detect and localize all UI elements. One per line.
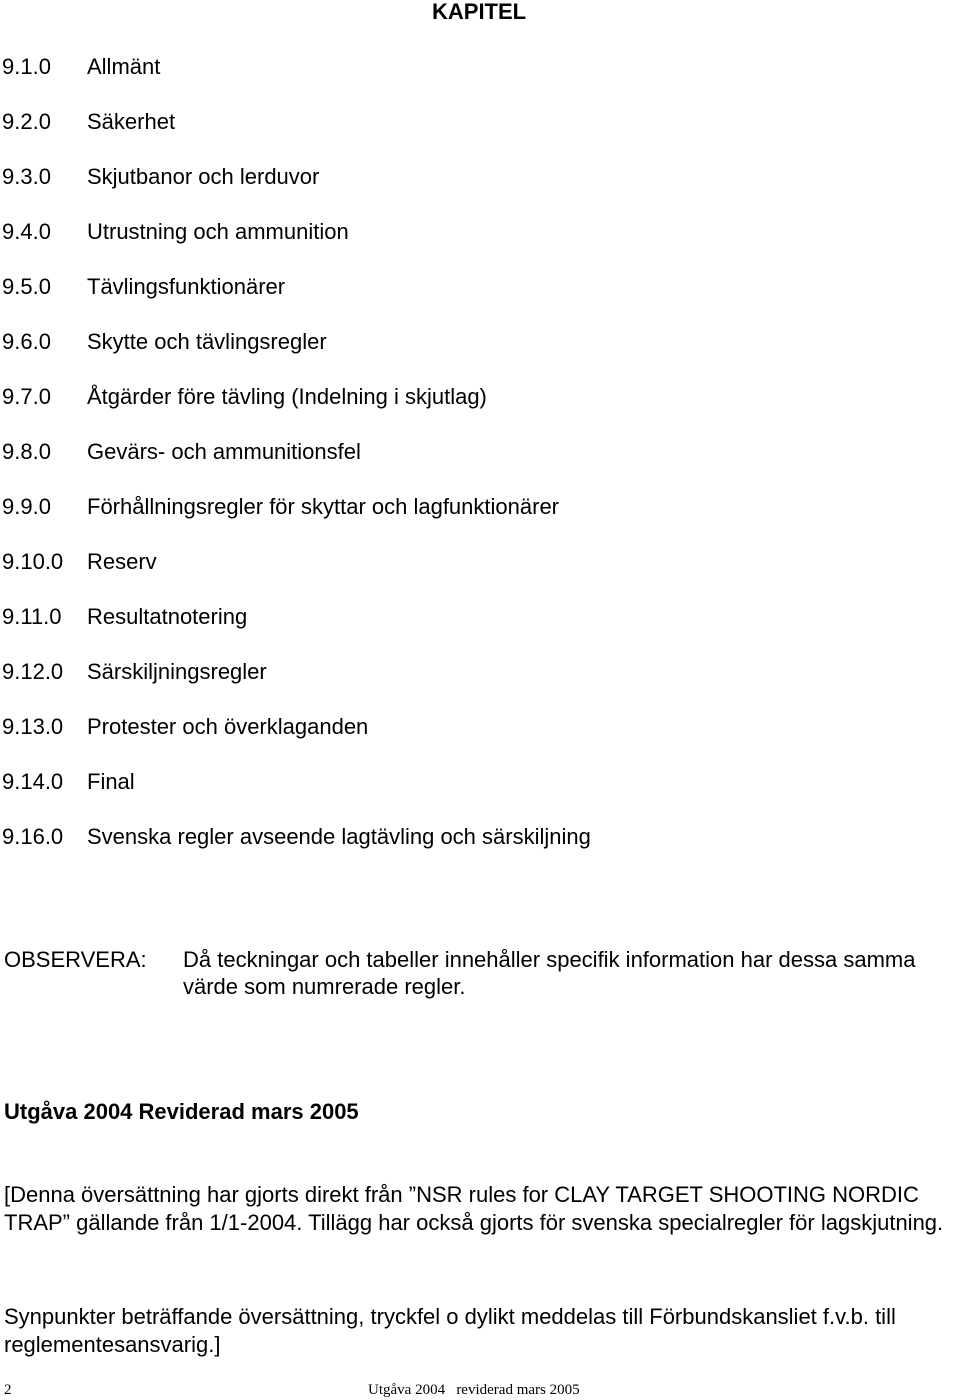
chapter-heading: KAPITEL (432, 0, 527, 24)
toc-item-title: Reserv (87, 549, 157, 574)
toc-item-title: Resultatnotering (87, 604, 248, 629)
toc-item-number: 9.16.0 (2, 824, 64, 849)
observera-label: OBSERVERA: (4, 947, 147, 972)
toc-item-title: Protester och överklaganden (87, 714, 369, 739)
toc-item-title: Skjutbanor och lerduvor (87, 164, 320, 189)
toc-item-number: 9.10.0 (2, 549, 64, 574)
footer-edition: Utgåva 2004 reviderad mars 2005 (368, 1382, 580, 1398)
toc-item-number: 9.14.0 (2, 769, 64, 794)
translation-note: [Denna översättning har gjorts direkt från ”NSR rules for CLAY TARGET SHOOTING NORDIC TRAP” gällande från 1/1-2004. Tillägg har också gjorts för svenska specialregler för lagskjutning. (4, 1182, 944, 1235)
toc-item-title: Förhållningsregler för skyttar och lagfunktionärer (87, 494, 560, 519)
toc-item-number: 9.12.0 (2, 659, 64, 684)
toc-item-title: Allmänt (87, 54, 161, 79)
observera-text: Då teckningar och tabeller innehåller specifik information har dessa samma värde som numrerade regler. (183, 947, 916, 999)
toc-item-number: 9.8.0 (2, 439, 51, 464)
feedback-note: Synpunkter beträffande översättning, tryckfel o dylikt meddelas till Förbundskansliet f.v.b. till reglementesansvarig.] (4, 1304, 896, 1357)
toc-item-number: 9.11.0 (2, 604, 62, 629)
toc-item-title: Säkerhet (87, 109, 176, 134)
toc-item-title: Final (87, 769, 135, 794)
toc-item-title: Gevärs- och ammunitionsfel (87, 439, 361, 464)
toc-item-title: Åtgärder före tävling (Indelning i skjutlag) (87, 384, 487, 409)
toc-item-number: 9.2.0 (2, 109, 51, 134)
toc-item-number: 9.7.0 (2, 384, 51, 409)
toc-item-title: Utrustning och ammunition (87, 219, 349, 244)
edition-title: Utgåva 2004 Reviderad mars 2005 (4, 1099, 359, 1124)
toc-item-number: 9.1.0 (2, 54, 51, 79)
toc-item-number: 9.6.0 (2, 329, 51, 354)
page-number: 2 (4, 1382, 12, 1398)
toc-item-number: 9.3.0 (2, 164, 51, 189)
toc-item-number: 9.5.0 (2, 274, 51, 299)
toc-item-title: Svenska regler avseende lagtävling och särskiljning (87, 824, 591, 849)
toc-item-title: Tävlingsfunktionärer (87, 274, 286, 299)
toc-item-title: Särskiljningsregler (87, 659, 267, 684)
toc-item-number: 9.9.0 (2, 494, 51, 519)
toc-item-number: 9.13.0 (2, 714, 64, 739)
toc-item-number: 9.4.0 (2, 219, 51, 244)
toc-item-title: Skytte och tävlingsregler (87, 329, 327, 354)
